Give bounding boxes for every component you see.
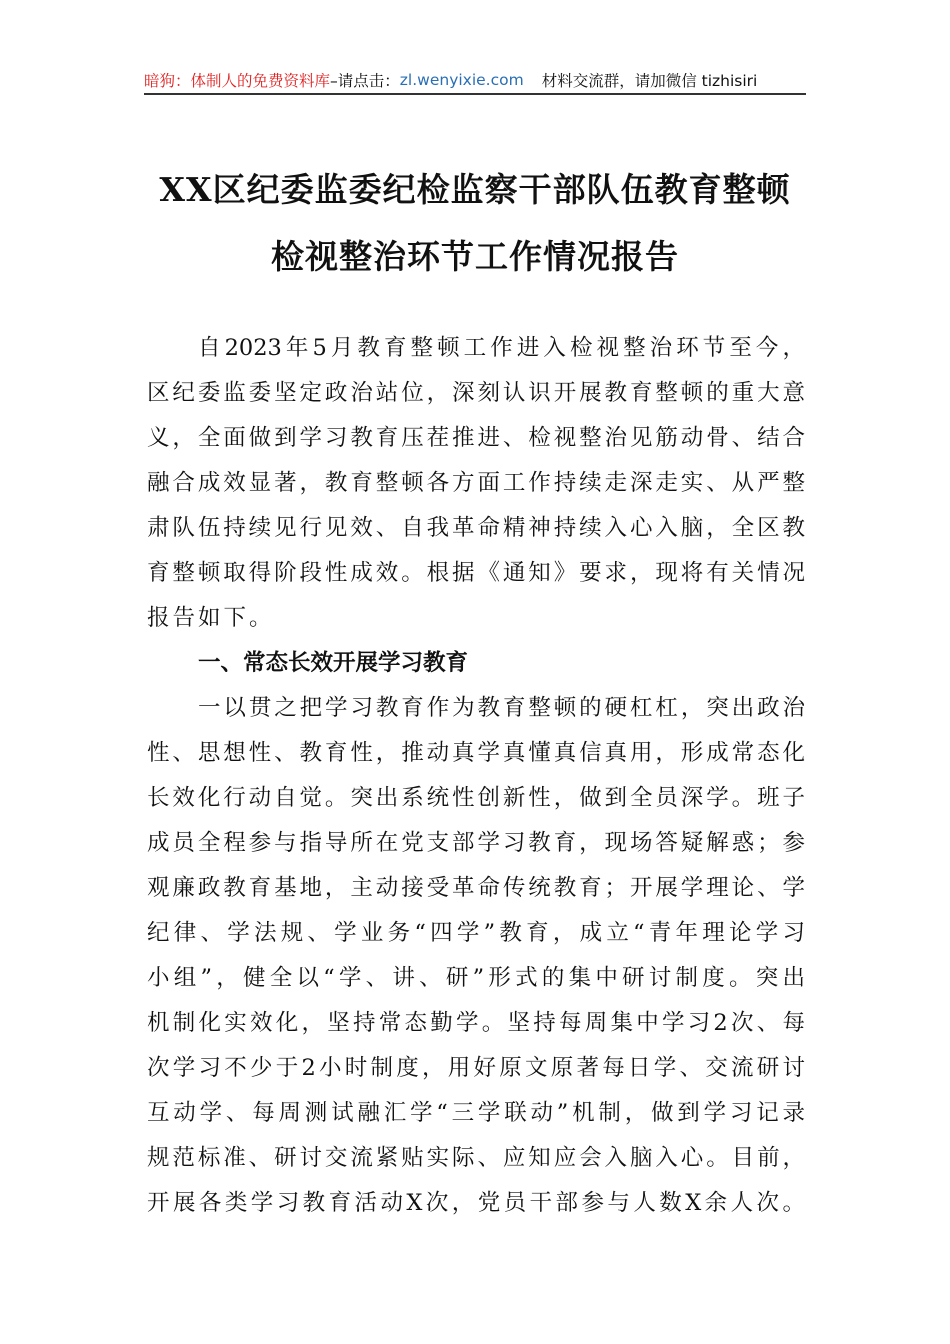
text-line: 纪律、学法规、学业务“四学”教育，成立“青年理论学习 <box>147 920 805 946</box>
text-line: 小组”，健全以“学、讲、研”形式的集中研讨制度。突出 <box>147 965 805 991</box>
page-header <box>144 68 806 92</box>
website-link[interactable]: zl.wenyixie.com <box>399 71 524 89</box>
document-title-line-2: 检视整治环节工作情况报告 <box>271 237 679 276</box>
document-title-line-1: XX区纪委监委纪检监察干部队伍教育整顿 <box>159 170 791 209</box>
text-line: 机制化实效化，坚持常态勤学。坚持每周集中学习2次、每 <box>147 1010 805 1036</box>
contact-text: 材料交流群，请加微信 tizhisiri <box>541 72 758 90</box>
text-line: 规范标准、研讨交流紧贴实际、应知应会入脑入心。目前， <box>147 1145 805 1171</box>
paragraph-1 <box>147 326 805 641</box>
text-line: 一以贯之把学习教育作为教育整顿的硬杠杠，突出政治 <box>198 695 805 721</box>
text-line: 观廉政教育基地，主动接受革命传统教育；开展学理论、学 <box>147 875 805 901</box>
text-line: 自2023年5月教育整顿工作进入检视整治环节至今， <box>198 335 805 361</box>
click-prompt: –请点击： <box>330 72 400 90</box>
text-line: 义，全面做到学习教育压茬推进、检视整治见筋动骨、结合 <box>147 425 805 451</box>
text-line: 互动学、每周测试融汇学“三学联动”机制，做到学习记录 <box>147 1100 805 1126</box>
text-line: 次学习不少于2小时制度，用好原文原著每日学、交流研讨 <box>147 1055 805 1081</box>
text-line: 开展各类学习教育活动X次，党员干部参与人数X余人次。 <box>147 1190 805 1216</box>
text-line: 性、思想性、教育性，推动真学真懂真信真用，形成常态化 <box>147 740 805 766</box>
header-divider <box>144 93 806 95</box>
paragraph-2 <box>147 686 805 1226</box>
text-line: 报告如下。 <box>147 605 275 631</box>
text-line: 肃队伍持续见行见效、自我革命精神持续入心入脑，全区教 <box>147 515 805 541</box>
text-line: 育整顿取得阶段性成效。根据《通知》要求，现将有关情况 <box>147 560 805 586</box>
document-body <box>147 326 805 1226</box>
text-line: 长效化行动自觉。突出系统性创新性，做到全员深学。班子 <box>147 785 805 811</box>
text-line: 成员全程参与指导所在党支部学习教育，现场答疑解惑；参 <box>147 830 805 856</box>
promo-text: 暗狗：体制人的免费资料库 <box>144 72 331 90</box>
text-line: 区纪委监委坚定政治站位，深刻认识开展教育整顿的重大意 <box>147 380 805 406</box>
text-line: 融合成效显著，教育整顿各方面工作持续走深走实、从严整 <box>147 470 805 496</box>
section-heading: 一、常态长效开展学习教育 <box>198 650 469 676</box>
